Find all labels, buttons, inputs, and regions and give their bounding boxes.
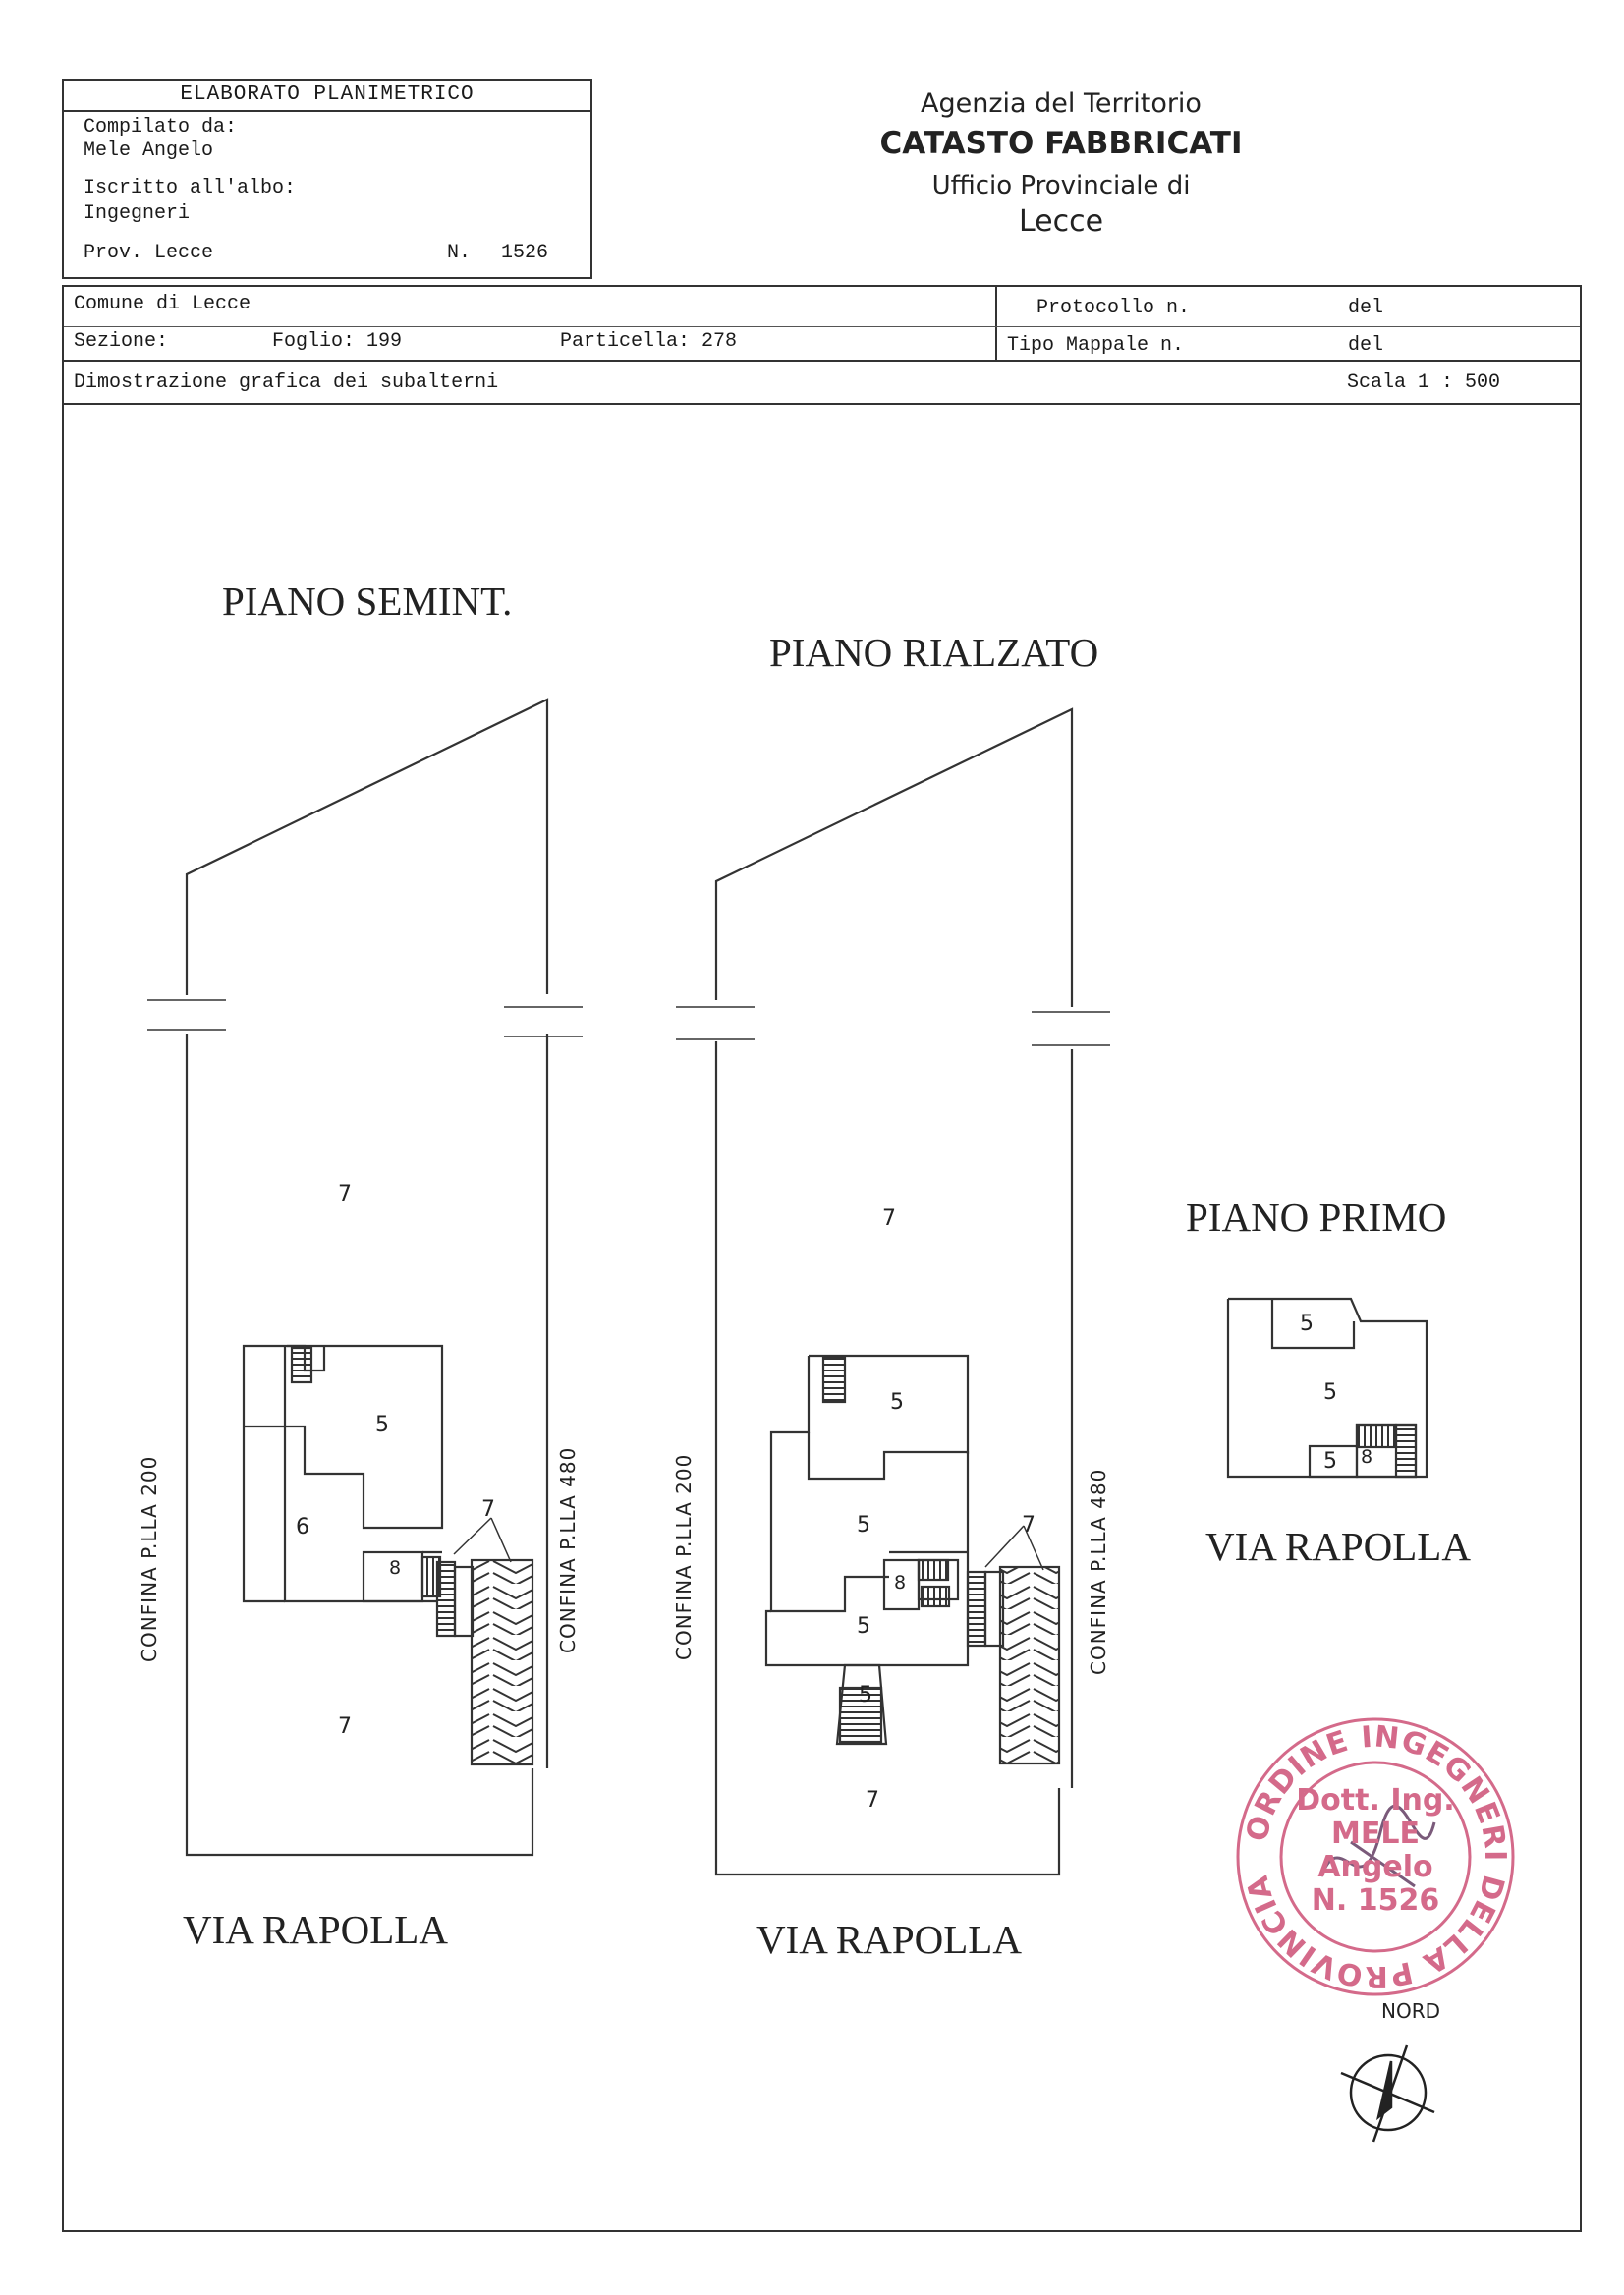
ramp-chevron-rialzato: [1000, 1567, 1059, 1763]
stair-rialzato-4: [968, 1572, 985, 1646]
title-piano-primo: PIANO PRIMO: [1186, 1195, 1447, 1240]
sub-label: 5: [857, 1614, 870, 1639]
sub-label: 8: [1361, 1446, 1373, 1468]
north-compass-icon: [1341, 2045, 1434, 2142]
compass-label: NORD: [1381, 1999, 1440, 2023]
agency-line1: Agenzia del Territorio: [921, 88, 1202, 119]
sub-label: 7: [481, 1497, 495, 1522]
stair-rialzato-1: [823, 1358, 845, 1402]
del-1: del: [1348, 297, 1384, 319]
sub-label: 5: [1323, 1380, 1337, 1405]
sub-label: 7: [882, 1206, 896, 1231]
number-label: N.: [447, 242, 472, 264]
confina-480-semint: CONFINA P.LLA 480: [556, 1446, 580, 1653]
sub-label: 8: [389, 1557, 402, 1579]
tipo-mappale: Tipo Mappale n.: [1007, 334, 1185, 357]
particella: Particella: 278: [560, 330, 738, 353]
protocollo: Protocollo n.: [1036, 297, 1191, 319]
sub-label: 5: [1323, 1449, 1337, 1474]
street-rialzato: VIA RAPOLLA: [756, 1917, 1022, 1962]
compilato-name: Mele Angelo: [84, 140, 214, 162]
title-piano-rialzato: PIANO RIALZATO: [769, 630, 1099, 675]
confina-200-semint: CONFINA P.LLA 200: [138, 1455, 161, 1662]
prov-label: Prov. Lecce: [84, 242, 214, 264]
iscritto-value: Ingegneri: [84, 202, 191, 225]
stair-semint-3: [437, 1562, 455, 1636]
break-marks-semint: [147, 1000, 583, 1036]
stamp-ring-text: ORDINE INGEGNERI DELLA PROVINCIA: [1239, 1719, 1513, 1994]
scala: Scala 1 : 500: [1347, 371, 1501, 394]
sezione: Sezione:: [74, 330, 169, 353]
stamp-line2: MELE: [1331, 1817, 1420, 1851]
title-piano-semint: PIANO SEMINT.: [222, 579, 513, 624]
sub-label: 7: [1022, 1513, 1036, 1538]
leader-semint: [454, 1518, 511, 1562]
street-semint: VIA RAPOLLA: [183, 1907, 448, 1952]
sub-label: 6: [296, 1515, 309, 1539]
sub-label: 5: [890, 1390, 904, 1415]
stair-primo-2: [1396, 1425, 1416, 1477]
agency-line4: Lecce: [1018, 204, 1104, 239]
engineer-stamp: [1233, 1714, 1518, 1999]
ramp-chevron-semint: [472, 1560, 532, 1764]
confina-480-rialzato: CONFINA P.LLA 480: [1087, 1468, 1110, 1675]
stair-primo-1: [1357, 1425, 1396, 1447]
sub-label: 7: [866, 1788, 879, 1813]
sub-label: 7: [338, 1182, 352, 1206]
dimostrazione: Dimostrazione grafica dei subalterni: [74, 371, 499, 394]
confina-200-rialzato: CONFINA P.LLA 200: [672, 1453, 696, 1660]
sub-label: 5: [1300, 1312, 1314, 1336]
agency-line3: Ufficio Provinciale di: [931, 171, 1191, 200]
header-title: ELABORATO PLANIMETRICO: [64, 81, 590, 112]
ramp-semint: [455, 1567, 473, 1636]
sub-label: 7: [338, 1714, 352, 1739]
break-marks-rialzato: [676, 1007, 1110, 1045]
agency-line2: CATASTO FABBRICATI: [879, 126, 1243, 161]
comune: Comune di Lecce: [74, 293, 252, 315]
compilato-label: Compilato da:: [84, 116, 238, 139]
iscritto-label: Iscritto all'albo:: [84, 177, 297, 199]
sub-label: 5: [859, 1683, 872, 1707]
street-primo: VIA RAPOLLA: [1205, 1524, 1471, 1569]
del-2: del: [1348, 334, 1384, 357]
foglio: Foglio: 199: [272, 330, 403, 353]
number-value: 1526: [501, 242, 549, 264]
stamp-line1: Dott. Ing.: [1296, 1783, 1455, 1818]
sub-label: 5: [857, 1513, 870, 1538]
sub-label: 5: [375, 1413, 389, 1437]
stair-semint-1: [292, 1348, 311, 1382]
sub-label: 8: [894, 1572, 907, 1594]
stamp-line4: N. 1526: [1311, 1883, 1440, 1918]
stamp-line3: Angelo: [1317, 1850, 1433, 1884]
stair-rialzato-2: [919, 1560, 948, 1580]
building-semint: [244, 1346, 442, 1601]
stair-rialzato-3: [922, 1587, 949, 1606]
